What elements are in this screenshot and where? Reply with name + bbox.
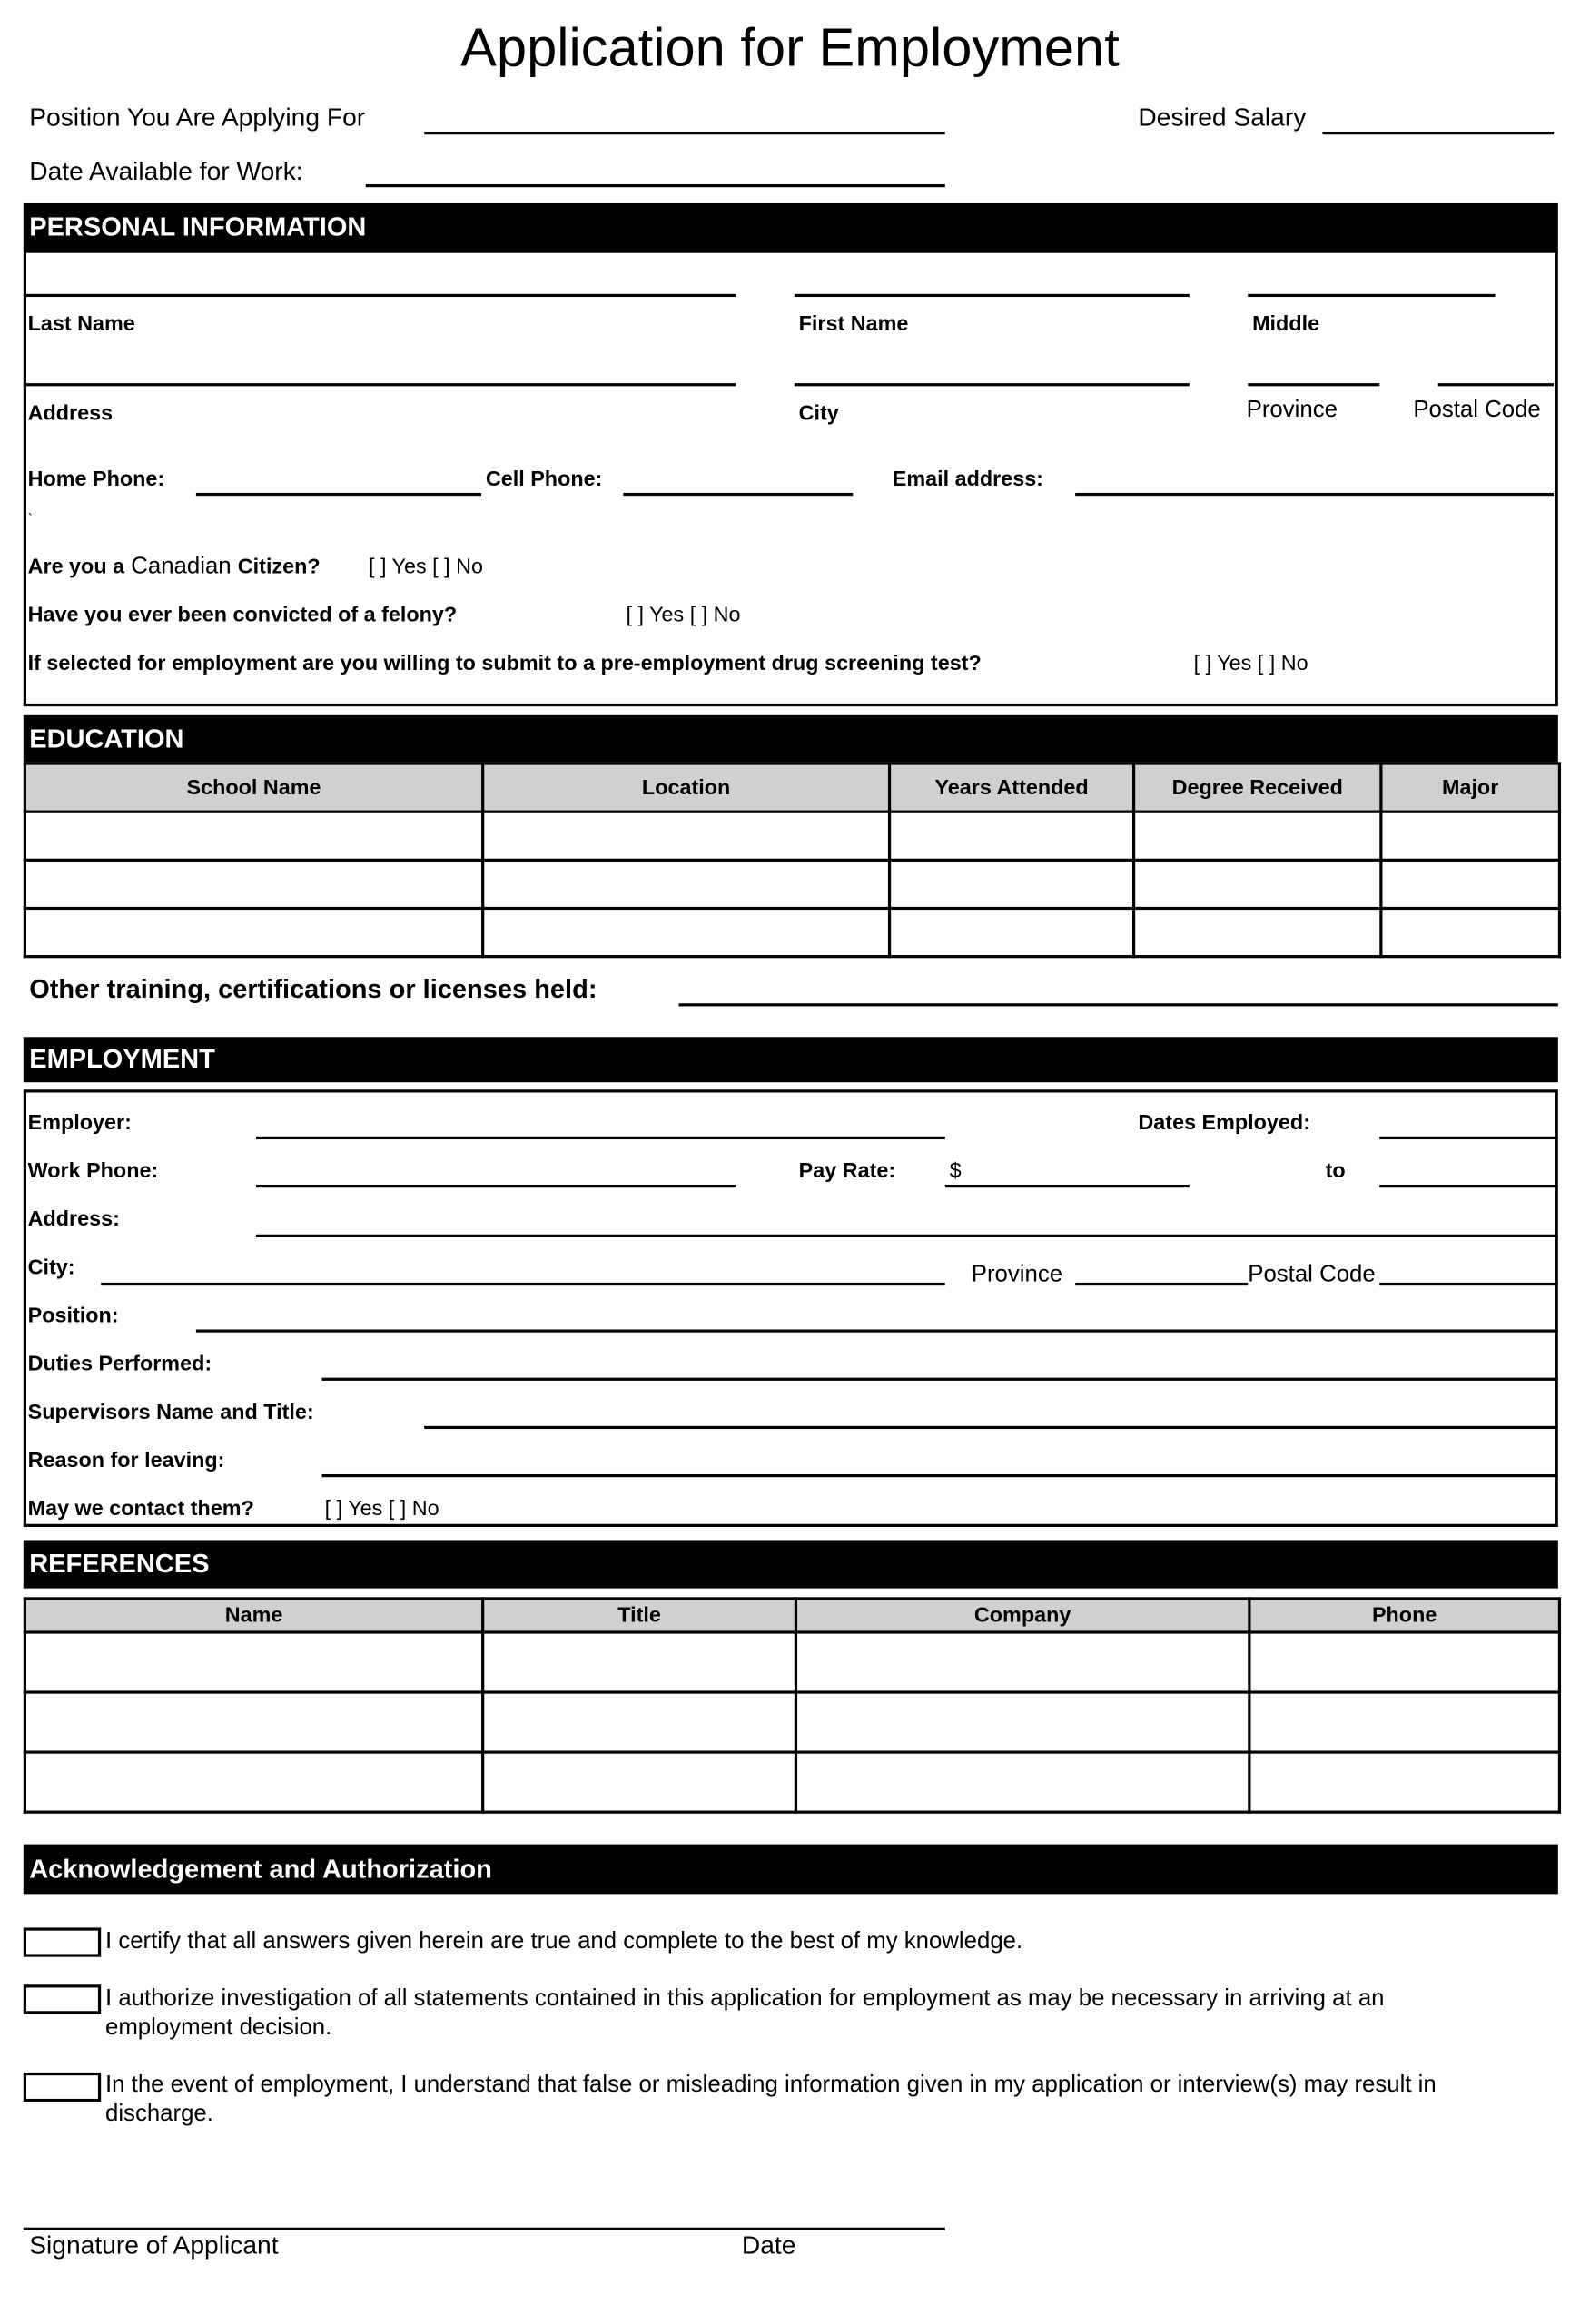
table-cell[interactable] [483,1692,796,1752]
discharge-checkbox[interactable] [24,2073,101,2102]
column-header: Degree Received [1134,763,1381,812]
table-row [25,1632,1559,1692]
employment-header: EMPLOYMENT [24,1037,1558,1082]
table-cell[interactable] [1381,908,1560,956]
home-phone-label: Home Phone: [27,468,165,492]
middle-label: Middle [1252,312,1320,337]
education-header: EDUCATION [24,715,1558,763]
table-cell[interactable] [1134,908,1381,956]
table-cell[interactable] [1381,812,1560,860]
employer-address-label: Address: [27,1207,120,1232]
table-cell[interactable] [1134,860,1381,908]
table-cell[interactable] [890,908,1134,956]
authorize-text: I authorize investigation of all statements contained in this application for employment as may be necessary in arriving at an employment decision. [104,1985,1385,2041]
province-label: Province [1246,398,1338,423]
other-training-field[interactable] [679,1003,1558,1006]
cell-phone-label: Cell Phone: [485,468,603,492]
certify-text: I certify that all answers given herein are true and complete to the best of my knowledge. [104,1929,1023,1955]
dates-employed-label: Dates Employed: [1138,1111,1310,1136]
email-field[interactable] [1075,493,1554,496]
first-name-field[interactable] [795,294,1190,297]
certify-checkbox[interactable] [24,1927,101,1956]
address-label: Address [27,402,114,426]
employer-postal-label: Postal Code [1248,1262,1376,1287]
drug-test-yes-no[interactable]: [ ] Yes [ ] No [1193,652,1308,676]
position-field[interactable] [424,132,945,134]
table-cell[interactable] [1249,1692,1560,1752]
discharge-text: In the event of employment, I understand that false or misleading information given in my application or interview(s) may result in discharge. [104,2072,1437,2127]
citizen-yes-no[interactable]: [ ] Yes [ ] No [368,556,483,579]
acknowledgement-header: Acknowledgement and Authorization [24,1845,1558,1895]
signature-date-label: Date [741,2230,796,2260]
table-cell[interactable] [25,812,482,860]
citizen-text-b: Canadian [131,554,232,579]
pay-rate-field[interactable] [945,1185,1190,1187]
table-cell[interactable] [1381,860,1560,908]
job-position-field[interactable] [196,1329,1555,1332]
table-row [25,1752,1559,1812]
province-field[interactable] [1248,383,1379,386]
cell-phone-field[interactable] [623,493,853,496]
salary-label: Desired Salary [1138,102,1307,132]
table-row [25,860,1559,908]
references-table [24,1597,1561,1813]
signature-label: Signature of Applicant [29,2230,279,2260]
table-cell[interactable] [25,1752,482,1812]
personal-info-box [24,250,1558,706]
employer-city-field[interactable] [101,1283,945,1285]
duties-label: Duties Performed: [27,1353,212,1377]
table-cell[interactable] [25,908,482,956]
postal-code-label: Postal Code [1413,398,1541,423]
column-header: Title [483,1599,796,1632]
employer-city-label: City: [27,1256,75,1280]
pay-rate-label: Pay Rate: [798,1159,896,1184]
column-header: School Name [25,763,482,812]
reason-field[interactable] [321,1474,1555,1477]
employer-province-field[interactable] [1075,1283,1248,1285]
position-label: Position You Are Applying For [29,102,366,132]
table-cell[interactable] [890,812,1134,860]
job-position-label: Position: [27,1305,119,1328]
supervisor-field[interactable] [424,1426,1555,1429]
first-name-label: First Name [798,312,909,337]
work-phone-label: Work Phone: [27,1159,159,1184]
employment-box [24,1089,1558,1527]
city-label: City [798,402,839,426]
employer-label: Employer: [27,1111,132,1136]
stray-mark: ` [27,511,33,528]
page-title: Application for Employment [460,17,1120,78]
contact-label: May we contact them? [27,1497,254,1521]
email-label: Email address: [892,468,1043,492]
table-cell[interactable] [795,1692,1249,1752]
last-name-field[interactable] [25,294,736,297]
column-header: Company [795,1599,1249,1632]
drug-test-question: If selected for employment are you willing to submit to a pre-employment drug screening test? [27,652,982,676]
postal-code-field[interactable] [1438,383,1554,386]
work-phone-field[interactable] [256,1185,736,1187]
table-cell[interactable] [795,1632,1249,1692]
column-header: Phone [1249,1599,1560,1632]
education-table [24,762,1561,958]
employer-address-field[interactable] [256,1235,1555,1237]
reason-label: Reason for leaving: [27,1449,225,1473]
date-available-field[interactable] [366,184,945,187]
column-header: Years Attended [890,763,1134,812]
column-header: Location [483,763,890,812]
employer-postal-field[interactable] [1379,1283,1555,1285]
authorize-checkbox[interactable] [24,1984,101,2014]
city-field[interactable] [795,383,1190,386]
salary-field[interactable] [1322,132,1554,134]
table-cell[interactable] [483,908,890,956]
middle-name-field[interactable] [1248,294,1495,297]
dollar-sign: $ [949,1159,962,1184]
table-cell[interactable] [25,860,482,908]
other-training-label: Other training, certifications or licenses held: [29,973,597,1004]
table-cell[interactable] [890,860,1134,908]
table-cell[interactable] [483,812,890,860]
dates-from-field[interactable] [1379,1137,1555,1139]
table-cell[interactable] [1249,1752,1560,1812]
table-row [25,908,1559,956]
dates-to-field[interactable] [1379,1185,1555,1187]
references-header: REFERENCES [24,1540,1558,1588]
to-label: to [1325,1159,1346,1184]
supervisor-label: Supervisors Name and Title: [27,1401,314,1425]
employer-field[interactable] [256,1137,945,1139]
table-row [25,812,1559,860]
felony-yes-no[interactable]: [ ] Yes [ ] No [626,604,741,628]
table-cell[interactable] [25,1692,482,1752]
employer-province-label: Province [971,1262,1063,1287]
table-cell[interactable] [483,1752,796,1812]
citizen-text-c: Citizen? [237,556,321,579]
table-cell[interactable] [483,860,890,908]
table-cell[interactable] [483,1632,796,1692]
contact-yes-no[interactable]: [ ] Yes [ ] No [324,1497,439,1521]
personal-info-header: PERSONAL INFORMATION [24,203,1558,251]
duties-field[interactable] [321,1378,1555,1381]
column-header: Name [25,1599,482,1632]
date-available-label: Date Available for Work: [29,156,303,186]
table-cell[interactable] [795,1752,1249,1812]
citizen-question [28,553,321,582]
table-cell[interactable] [1249,1632,1560,1692]
table-cell[interactable] [25,1632,482,1692]
home-phone-field[interactable] [196,493,481,496]
last-name-label: Last Name [27,312,135,337]
table-cell[interactable] [1134,812,1381,860]
column-header: Major [1381,763,1560,812]
citizen-text-a: Are you a [27,556,125,579]
address-field[interactable] [25,383,736,386]
table-row [25,1692,1559,1752]
felony-question: Have you ever been convicted of a felony? [27,604,458,628]
